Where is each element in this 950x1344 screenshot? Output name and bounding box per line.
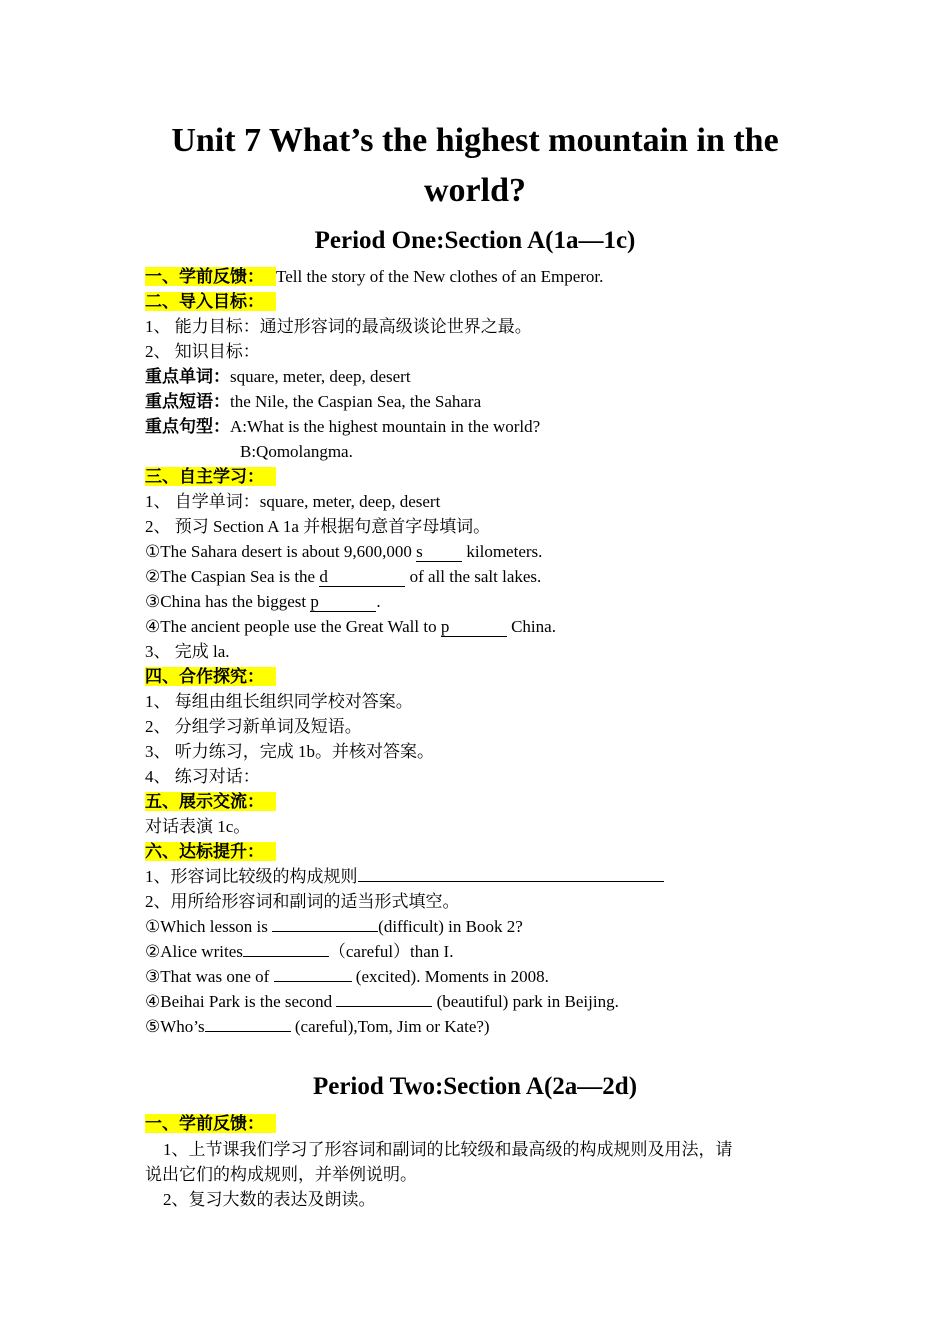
answer-blank (336, 1006, 432, 1007)
key-sentence-b: B:Qomolangma. (240, 442, 353, 461)
paragraph-line: 说出它们的构成规则，并举例说明。 (145, 1165, 417, 1184)
fill-question-1 (145, 541, 542, 563)
list-item: 4、 练习对话： (145, 767, 260, 786)
question-text: (beautiful) park in Beijing. (432, 992, 619, 1011)
list-item: 3、 完成 la. (145, 642, 230, 661)
list-item: 2、 预习 Section A 1a 并根据句意首字母填词。 (145, 517, 491, 536)
section-label: 五、展示交流： (145, 792, 276, 811)
paragraph-line: 2、复习大数的表达及朗读。 (163, 1190, 376, 1209)
list-item: 1、 自学单词：square, meter, deep, desert (145, 492, 441, 511)
section-preview-feedback (145, 266, 603, 288)
question-text: . (376, 592, 381, 611)
key-sentence-label: 重点句型： (145, 417, 230, 436)
key-phrases-label: 重点短语： (145, 392, 230, 411)
question-text: ⑤Who’s (145, 1017, 205, 1036)
unit-title-line2: world? (424, 172, 526, 209)
question-text: China. (506, 617, 556, 636)
key-vocabulary-text: square, meter, deep, desert (230, 367, 411, 386)
key-vocabulary (145, 366, 411, 388)
list-item: 3、 听力练习，完成 1b。并核对答案。 (145, 742, 434, 761)
question-text: ④The ancient people use the Great Wall to (145, 617, 441, 636)
rule-question (145, 866, 664, 888)
answer-blank: s (416, 543, 462, 562)
section-label: 二、导入目标： (145, 292, 276, 311)
question-text: 1、形容词比较级的构成规则 (145, 867, 358, 886)
key-vocabulary-label: 重点单词： (145, 367, 230, 386)
list-item: 2、用所给形容词和副词的适当形式填空。 (145, 892, 460, 911)
section-cooperation (145, 666, 276, 688)
question-text: ②Alice writes (145, 942, 243, 961)
section-objectives (145, 291, 276, 313)
question-text: (excited). Moments in 2008. (351, 967, 549, 986)
section-label: 三、自主学习： (145, 467, 276, 486)
answer-blank (274, 981, 352, 982)
question-text: (difficult) in Book 2? (378, 917, 523, 936)
exercise-3 (145, 966, 549, 988)
section-label: 四、合作探究： (145, 667, 276, 686)
section-presentation (145, 791, 276, 813)
exercise-4 (145, 991, 619, 1013)
exercise-2 (145, 941, 453, 963)
answer-blank: p (310, 593, 376, 612)
paragraph-line: 1、上节课我们学习了形容词和副词的比较级和最高级的构成规则及用法，请 (163, 1140, 733, 1159)
question-text: ①The Sahara desert is about 9,600,000 (145, 542, 417, 561)
fill-question-3 (145, 591, 381, 613)
answer-blank (358, 881, 664, 882)
key-sentence-a: A:What is the highest mountain in the world? (230, 417, 541, 436)
answer-blank: d (319, 568, 405, 587)
question-text: ④Beihai Park is the second (145, 992, 337, 1011)
section-label: 一、学前反馈： (145, 1114, 276, 1133)
fill-question-2 (145, 566, 541, 588)
section-label: 六、达标提升： (145, 842, 276, 861)
list-item: 1、 能力目标：通过形容词的最高级谈论世界之最。 (145, 317, 532, 336)
section-label: 一、学前反馈： (145, 267, 276, 286)
question-text: （careful）than I. (328, 942, 454, 961)
section-text: 对话表演 1c。 (145, 817, 251, 836)
answer-blank (272, 931, 378, 932)
section-assessment (145, 841, 276, 863)
question-text: of all the salt lakes. (405, 567, 542, 586)
question-text: ②The Caspian Sea is the (145, 567, 320, 586)
unit-title-line1: Unit 7 What’s the highest mountain in the (171, 122, 779, 159)
fill-question-4 (145, 616, 556, 638)
question-text: ③That was one of (145, 967, 274, 986)
question-text: ①Which lesson is (145, 917, 273, 936)
section-text: Tell the story of the New clothes of an Emperor. (276, 267, 604, 286)
answer-blank (243, 956, 329, 957)
exercise-1 (145, 916, 523, 938)
period-two-heading: Period Two:Section A(2a—2d) (312, 1073, 638, 1100)
answer-blank (205, 1031, 291, 1032)
period-one-heading: Period One:Section A(1a—1c) (314, 227, 636, 254)
question-text: ③China has the biggest (145, 592, 311, 611)
section-self-study (145, 466, 276, 488)
section-preview-feedback (145, 1113, 276, 1135)
list-item: 2、 分组学习新单词及短语。 (145, 717, 362, 736)
answer-blank: p (441, 618, 507, 637)
exercise-5 (145, 1016, 490, 1038)
list-item: 2、 知识目标： (145, 342, 260, 361)
question-text: (careful),Tom, Jim or Kate?) (290, 1017, 490, 1036)
key-phrases (145, 391, 481, 413)
question-text: kilometers. (462, 542, 543, 561)
list-item: 1、 每组由组长组织同学校对答案。 (145, 692, 413, 711)
key-sentence (145, 416, 540, 438)
key-phrases-text: the Nile, the Caspian Sea, the Sahara (230, 392, 482, 411)
